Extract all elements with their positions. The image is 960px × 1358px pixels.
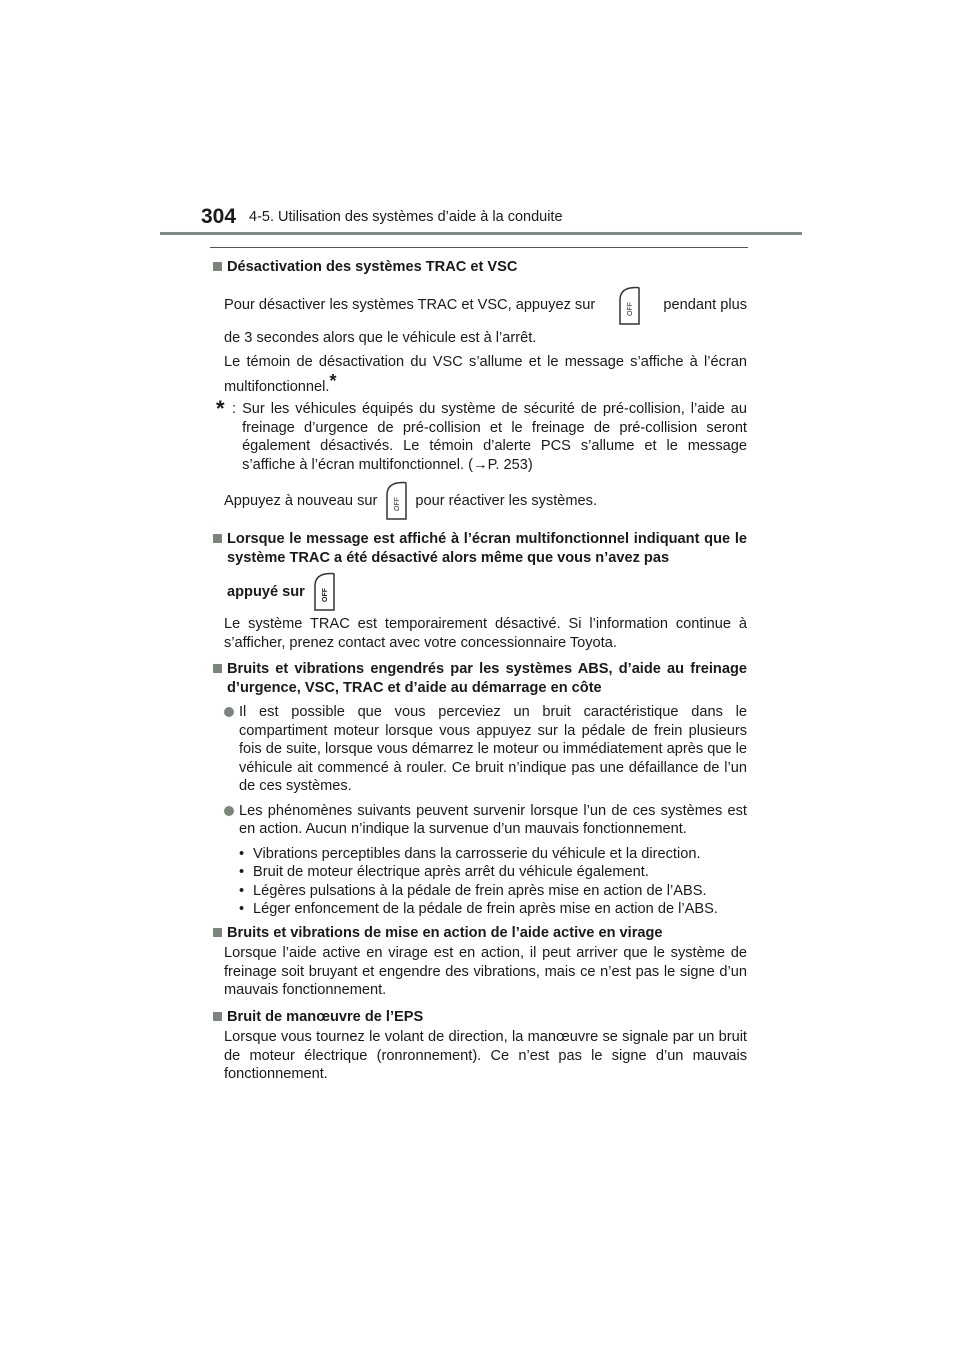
paragraph: Lorsque vous tournez le volant de direction, la manœuvre se signale par un bruit de moteur électrique (ronronnement). Ce n’est pas le signe d’un mauvais fonctionnement. bbox=[224, 1029, 747, 1082]
vsc-off-button-icon bbox=[383, 480, 409, 522]
square-bullet-icon bbox=[213, 262, 222, 271]
paragraph: Le témoin de désactivation du VSC s’allume et le message s’affiche à l’écran multifonctionnel.* bbox=[224, 354, 747, 395]
header-rule bbox=[160, 232, 802, 235]
square-bullet-icon bbox=[213, 534, 222, 543]
svg-text:OFF: OFF bbox=[321, 588, 329, 602]
square-bullet-icon bbox=[213, 928, 222, 937]
section-heading-abs-noise: Bruits et vibrations engendrés par les systèmes ABS, d’aide au freinage d’urgence, VSC, TRAC et d’aide au démarrage en côte bbox=[210, 660, 747, 697]
chapter-title: 4-5. Utilisation des systèmes d’aide à la conduite bbox=[249, 209, 563, 225]
sub-list-item: • Légères pulsations à la pédale de frein après mise en action de l’ABS. bbox=[239, 882, 707, 899]
svg-text:OFF: OFF bbox=[627, 301, 635, 316]
paragraph: de 3 secondes alors que le véhicule est à l’arrêt. bbox=[224, 329, 537, 346]
section-heading-trac-message: Lorsque le message est affiché à l’écran multifonctionnel indiquant que le système TRAC a été désactivé alors même que vous n’avez pas appuyé sur OFF bbox=[210, 530, 747, 613]
round-bullet-icon bbox=[224, 806, 234, 816]
section-heading-trac-vsc-off: Désactivation des systèmes TRAC et VSC bbox=[210, 258, 747, 277]
section-heading-active-cornering: Bruits et vibrations de mise en action de l’aide active en virage bbox=[210, 924, 747, 943]
sub-list-item: • Léger enfoncement de la pédale de frein après mise en action de l’ABS. bbox=[239, 901, 718, 917]
page-content bbox=[210, 258, 747, 1084]
page-number: 304 bbox=[201, 205, 237, 228]
section-heading-eps-noise: Bruit de manœuvre de l’EPS bbox=[210, 1008, 747, 1027]
vsc-off-button-icon bbox=[616, 285, 642, 327]
list-item: Les phénomènes suivants peuvent survenir lorsque l’un de ces systèmes est en action. Aucun n’indique la survenue d’un mauvais fonctionnement. bbox=[224, 802, 747, 839]
square-bullet-icon bbox=[213, 1012, 222, 1021]
sub-list bbox=[239, 845, 747, 919]
footnote: * : Sur les véhicules équipés du système de sécurité de pré-collision, l’aide au freinage d’urgence de pré-collision et le freinage de pré-collision seront également désactivés. Le témoin d’alerte PCS s’allume et le message s’affiche à l’écran multifonctionnel. (→P. 253) bbox=[216, 396, 747, 473]
paragraph: Le système TRAC est temporairement désactivé. Si l’information continue à s’afficher, prenez contact avec votre concessionnaire Toyota. bbox=[224, 616, 747, 651]
paragraph: Lorsque l’aide active en virage est en action, il peut arriver que le système de freinage soit bruyant et engendre des vibrations, mais ce n’est pas le signe d’un mauvais fonctionnement. bbox=[224, 945, 747, 998]
footnote-star: * bbox=[216, 396, 225, 421]
square-bullet-icon bbox=[213, 664, 222, 673]
sub-list-item: • Bruit de moteur électrique après arrêt du véhicule également. bbox=[239, 864, 649, 880]
paragraph: Pour désactiver les systèmes TRAC et VSC, appuyez sur OFF pendant plus bbox=[224, 285, 747, 327]
svg-text:OFF: OFF bbox=[394, 497, 402, 511]
list-item: Il est possible que vous perceviez un bruit caractéristique dans le compartiment moteur lorsque vous appuyez sur la pédale de frein plusieurs fois de suite, lorsque vous démarrez le moteur ou immédiatement après que le véhicule ait commencé à rouler. Ce bruit n’indique pas une défaillance de l’un de ces systèmes. bbox=[224, 703, 747, 796]
sub-list-item: • Vibrations perceptibles dans la carrosserie du véhicule et la direction. bbox=[239, 845, 701, 862]
section-rule bbox=[210, 247, 748, 248]
footnote-marker: * bbox=[329, 370, 337, 391]
vsc-off-button-icon bbox=[311, 571, 337, 613]
paragraph: Appuyez à nouveau sur OFF pour réactiver les systèmes. bbox=[224, 480, 747, 522]
round-bullet-icon bbox=[224, 707, 234, 717]
